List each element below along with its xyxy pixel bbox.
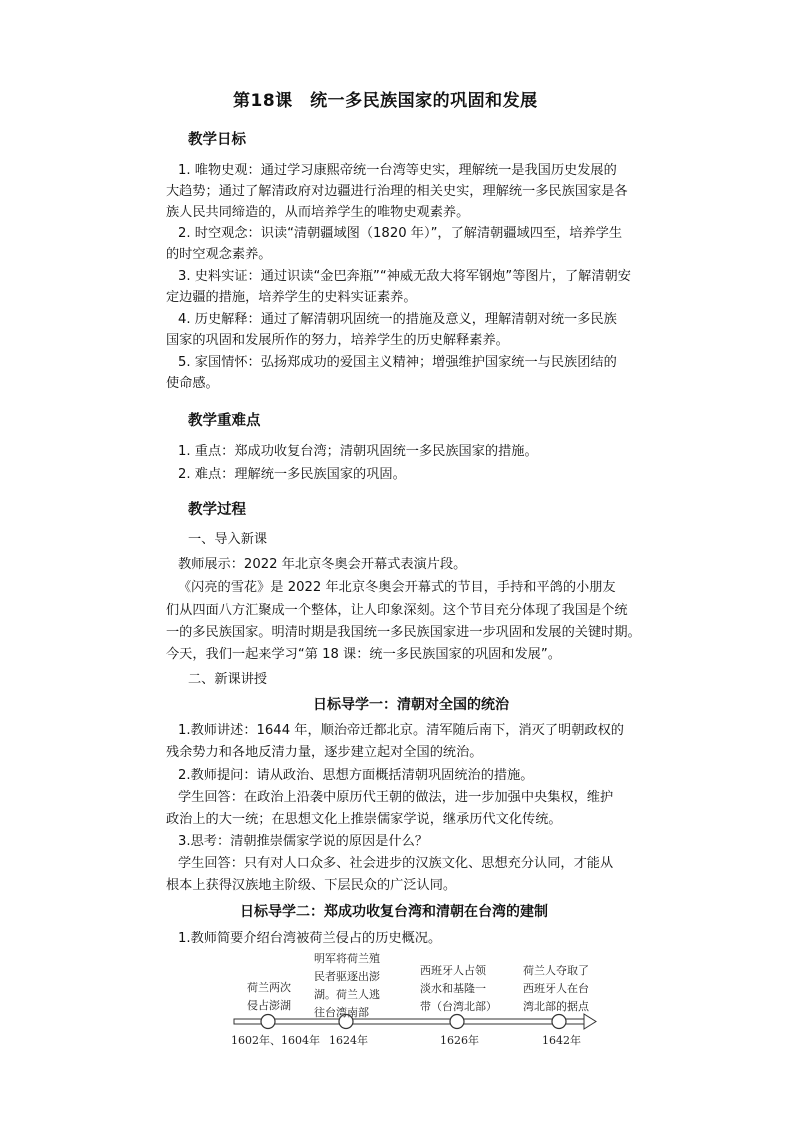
timeline-event-3-line: 带（台湾北部） — [420, 1000, 497, 1013]
goal-1-line-3: 族人民共同缔造的，从而培养学生的唯物史观素养。 — [166, 205, 470, 220]
intro-heading: 一、导入新课 — [188, 532, 268, 547]
goal1-line-2: 残余势力和各地反清力量，逐步建立起对全国的统治。 — [166, 745, 483, 760]
timeline-event-1-line: 侵占澎湖 — [247, 999, 291, 1012]
timeline-year-2: 1624年 — [329, 1034, 368, 1047]
page-title: 第18课 统一多民族国家的巩固和发展 — [233, 91, 538, 111]
new-lesson-heading: 二、新课讲授 — [188, 672, 268, 687]
timeline-event-2 — [314, 950, 380, 1022]
goal1-line-8: 根本上获得汉族地主阶级、下层民众的广泛认同。 — [166, 878, 457, 893]
timeline-year-4: 1642年 — [542, 1034, 581, 1047]
key-point-2: 2. 难点：理解统一多民族国家的巩固。 — [178, 467, 406, 482]
timeline-event-3-line: 西班牙人占领 — [420, 964, 486, 977]
timeline-node-3 — [450, 1015, 464, 1029]
timeline-event-3-line: 淡水和基隆一 — [420, 982, 486, 995]
goal-5-line-1: 5. 家国情怀：弘扬郑成功的爱国主义精神；增强维护国家统一与民族团结的 — [178, 355, 617, 370]
goal-3-line-1: 3. 史料实证：通过识读“金巴奔瓶”“神威无敌大将军钢炮”等图片，了解清朝安 — [178, 269, 631, 284]
goal-3-line-2: 定边疆的措施，培养学生的史料实证素养。 — [166, 290, 417, 305]
section-heading-process: 教学过程 — [188, 502, 246, 518]
goal2-title: 日标导学二：郑成功收复台湾和清朝在台湾的建制 — [240, 904, 548, 920]
goal-2-line-2: 的时空观念素养。 — [166, 247, 272, 262]
goal1-line-4: 学生回答：在政治上沿袭中原历代王朝的做法，进一步加强中央集权，维护 — [178, 790, 614, 805]
key-point-1: 1. 重点：郑成功收复台湾；清朝巩固统一多民族国家的措施。 — [178, 444, 538, 459]
goal1-line-1: 1.教师讲述：1644 年，顺治帝迁都北京。清军随后南下，消灭了明朝政权的 — [178, 723, 624, 738]
intro-line-5: 今天，我们一起来学习“第 18 课：统一多民族国家的巩固和发展”。 — [166, 647, 561, 662]
timeline-arrow — [584, 1014, 596, 1029]
timeline-node-1 — [261, 1015, 275, 1029]
timeline-event-4-line: 湾北部的据点 — [523, 1000, 589, 1013]
timeline-year-3: 1626年 — [440, 1034, 479, 1047]
timeline-event-1 — [245, 979, 293, 1015]
timeline-event-3 — [420, 962, 497, 1016]
intro-line-2: 《闪亮的雪花》是 2022 年北京冬奥会开幕式的节目，手持和平鸽的小朋友 — [178, 580, 616, 595]
timeline-event-4-line: 西班牙人在台 — [523, 982, 589, 995]
timeline-node-4 — [552, 1015, 566, 1029]
timeline-figure — [228, 950, 600, 1050]
timeline-event-4 — [523, 962, 589, 1016]
intro-line-4: 一的多民族国家。明清时期是我国统一多民族国家进一步巩固和发展的关键时期。 — [166, 625, 641, 640]
intro-line-3: 们从四面八方汇聚成一个整体，让人印象深刻。这个节目充分体现了我国是个统 — [166, 603, 628, 618]
goal-4-line-2: 国家的巩固和发展所作的努力，培养学生的历史解释素养。 — [166, 333, 509, 348]
goal1-line-3: 2.教师提问：请从政治、思想方面概括清朝巩固统治的措施。 — [178, 768, 534, 783]
goal-5-line-2: 使命感。 — [166, 376, 219, 391]
goal-4-line-1: 4. 历史解释：通过了解清朝巩固统一的措施及意义，理解清朝对统一多民族 — [178, 312, 617, 327]
goal1-line-6: 3.思考：清朝推崇儒家学说的原因是什么？ — [178, 834, 428, 849]
goal1-line-5: 政治上的大一统；在思想文化上推崇儒家学说，继承历代文化传统。 — [166, 812, 562, 827]
timeline-year-1: 1602年、1604年 — [231, 1034, 320, 1047]
goal-2-line-1: 2. 时空观念：识读“清朝疆域图（1820 年）”，了解清朝疆域四至，培养学生 — [178, 226, 623, 241]
goal-1-line-1: 1. 唯物史观：通过学习康熙帝统一台湾等史实，理解统一是我国历史发展的 — [178, 163, 617, 178]
goal-1-line-2: 大趋势；通过了解清政府对边疆进行治理的相关史实，理解统一多民族国家是各 — [166, 184, 628, 199]
goal1-line-7: 学生回答：只有对人口众多、社会进步的汉族文化、思想充分认同，才能从 — [178, 856, 614, 871]
timeline-event-2-line: 往台湾南部 — [314, 1006, 369, 1019]
section-heading-key-points: 教学重难点 — [188, 413, 261, 429]
timeline-event-1-line: 荷兰两次 — [247, 981, 291, 994]
timeline-event-2-line: 湖。荷兰人逃 — [314, 988, 380, 1001]
intro-line-1: 教师展示：2022 年北京冬奥会开幕式表演片段。 — [178, 557, 467, 572]
goal1-title: 日标导学一：清朝对全国的统治 — [313, 697, 509, 713]
timeline-event-2-line: 明军将荷兰殖 — [314, 952, 380, 965]
timeline-event-2-line: 民者驱逐出澎 — [314, 970, 380, 983]
timeline-axis — [234, 1019, 584, 1024]
timeline-event-4-line: 荷兰人夺取了 — [523, 964, 589, 977]
goal2-intro: 1.教师简要介绍台湾被荷兰侵占的历史概况。 — [178, 931, 442, 946]
section-heading-goals: 教学日标 — [188, 132, 246, 148]
